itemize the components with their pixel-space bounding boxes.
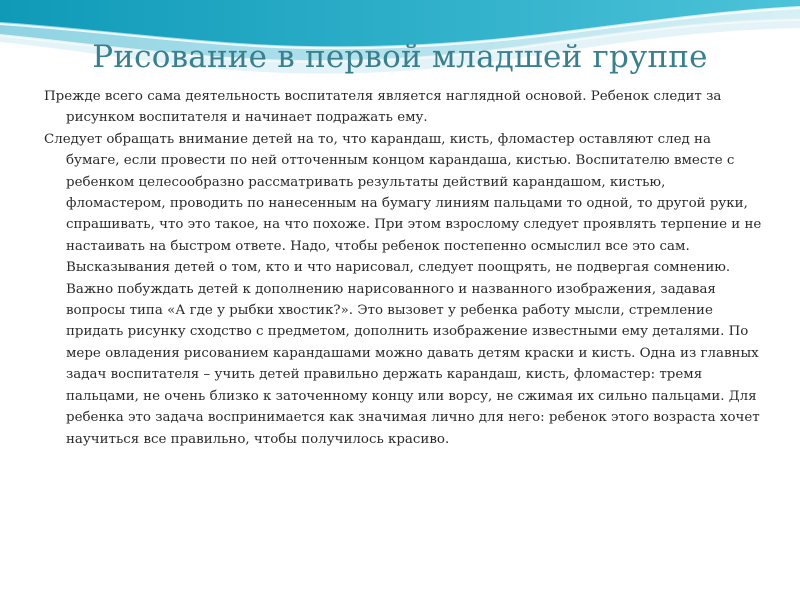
paragraph-2: Следует обращать внимание детей на то, что карандаш, кисть, фломастер оставляют след на бумаге, если провести по ней отточенным концом карандаша, кистью. Воспитателю вместе с ребенком целесообразно рассматривать результаты действий карандашом, кистью, фломастером, проводить по нанесенным на бумагу линиям пальцами то одной, то другой руки, спрашивать, что это такое, на что похоже. При этом взрослому следует проявлять терпение и не настаивать на быстром ответе. Надо, чтобы ребенок постепенно осмыслил все это сам. Высказывания детей о том, кто и что нарисовал, следует поощрять, не подвергая сомнению. Важно побуждать детей к дополнению нарисованного и названного изображения, задавая вопросы типа «А где у рыбки хвостик?». Это вызовет у ребенка работу мысли, стремление придать рисунку сходство с предметом, дополнить изображение известными ему деталями. По мере овладения рисованием карандашами можно давать детям краски и кисть. Одна из главных задач воспитателя – учить детей правильно держать карандаш, кисть, фломастер: тремя пальцами, не очень близко к заточенному концу или ворсу, не сжимая их сильно пальцами. Для ребенка это задача воспринимается как значимая лично для него: ребенок этого возраста хочет научиться все правильно, чтобы получилось красиво.: [44, 131, 762, 447]
slide-title: Рисование в первой младшей группе: [92, 39, 708, 75]
slide-body: [44, 86, 762, 450]
paragraph-1: Прежде всего сама деятельность воспитателя является наглядной основой. Ребенок следит за рисунком воспитателя и начинает подражать ему.: [44, 89, 722, 126]
